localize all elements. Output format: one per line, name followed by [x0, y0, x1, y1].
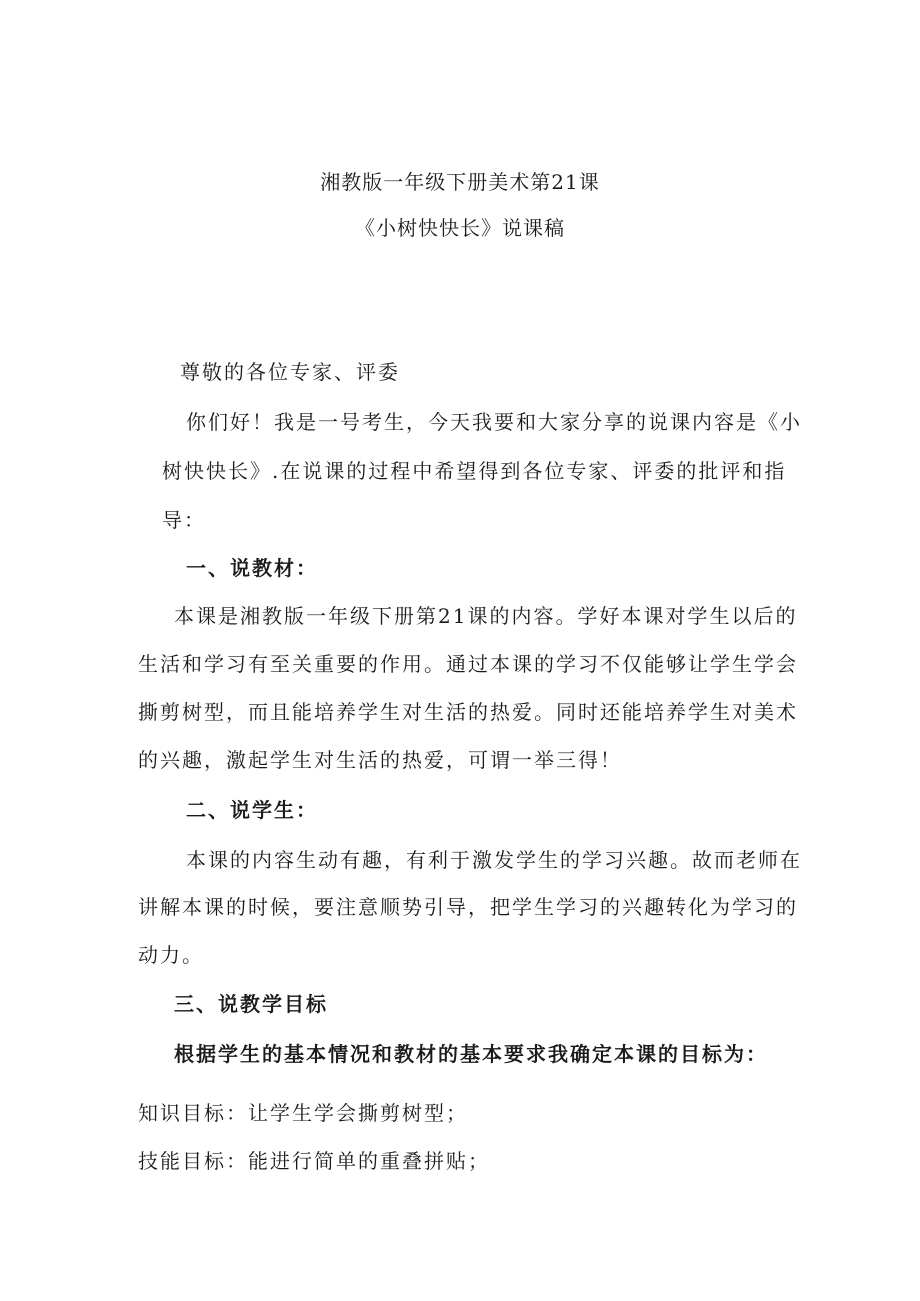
- document-subtitle: 《小树快快长》说课稿: [355, 216, 565, 240]
- document-title: 湘教版一年级下册美术第21课: [320, 170, 600, 194]
- intro-line-3: 导：: [162, 508, 206, 532]
- section1-line-2: 生活和学习有至关重要的作用。通过本课的学习不仅能够让学生学会: [138, 652, 798, 676]
- section2-line-2: 讲解本课的时候，要注意顺势引导，把学生学习的兴趣转化为学习的: [138, 895, 798, 919]
- section-heading-students: 二、说学生：: [186, 798, 318, 822]
- intro-line-2: 树快快长》.在说课的过程中希望得到各位专家、评委的批评和指: [162, 459, 787, 483]
- intro-line-1: 你们好！我是一号考生，今天我要和大家分享的说课内容是《小: [186, 410, 802, 434]
- section1-line-4: 的兴趣，激起学生对生活的热爱，可谓一举三得！: [138, 748, 622, 772]
- section-heading-goals: 三、说教学目标: [174, 992, 328, 1016]
- section1-line-1: 本课是湘教版一年级下册第21课的内容。学好本课对学生以后的: [174, 604, 798, 628]
- goals-lead: 根据学生的基本情况和教材的基本要求我确定本课的目标为：: [174, 1042, 768, 1066]
- section2-line-3: 动力。: [138, 943, 204, 967]
- skill-goal: 技能目标：能进行简单的重叠拼贴；: [138, 1149, 490, 1173]
- section2-line-1: 本课的内容生动有趣，有利于激发学生的学习兴趣。故而老师在: [186, 848, 802, 872]
- greeting: 尊敬的各位专家、评委: [180, 360, 400, 384]
- knowledge-goal: 知识目标：让学生学会撕剪树型；: [138, 1101, 468, 1125]
- section-heading-teaching-material: 一、说教材：: [186, 556, 318, 580]
- section1-line-3: 撕剪树型，而且能培养学生对生活的热爱。同时还能培养学生对美术: [138, 700, 798, 724]
